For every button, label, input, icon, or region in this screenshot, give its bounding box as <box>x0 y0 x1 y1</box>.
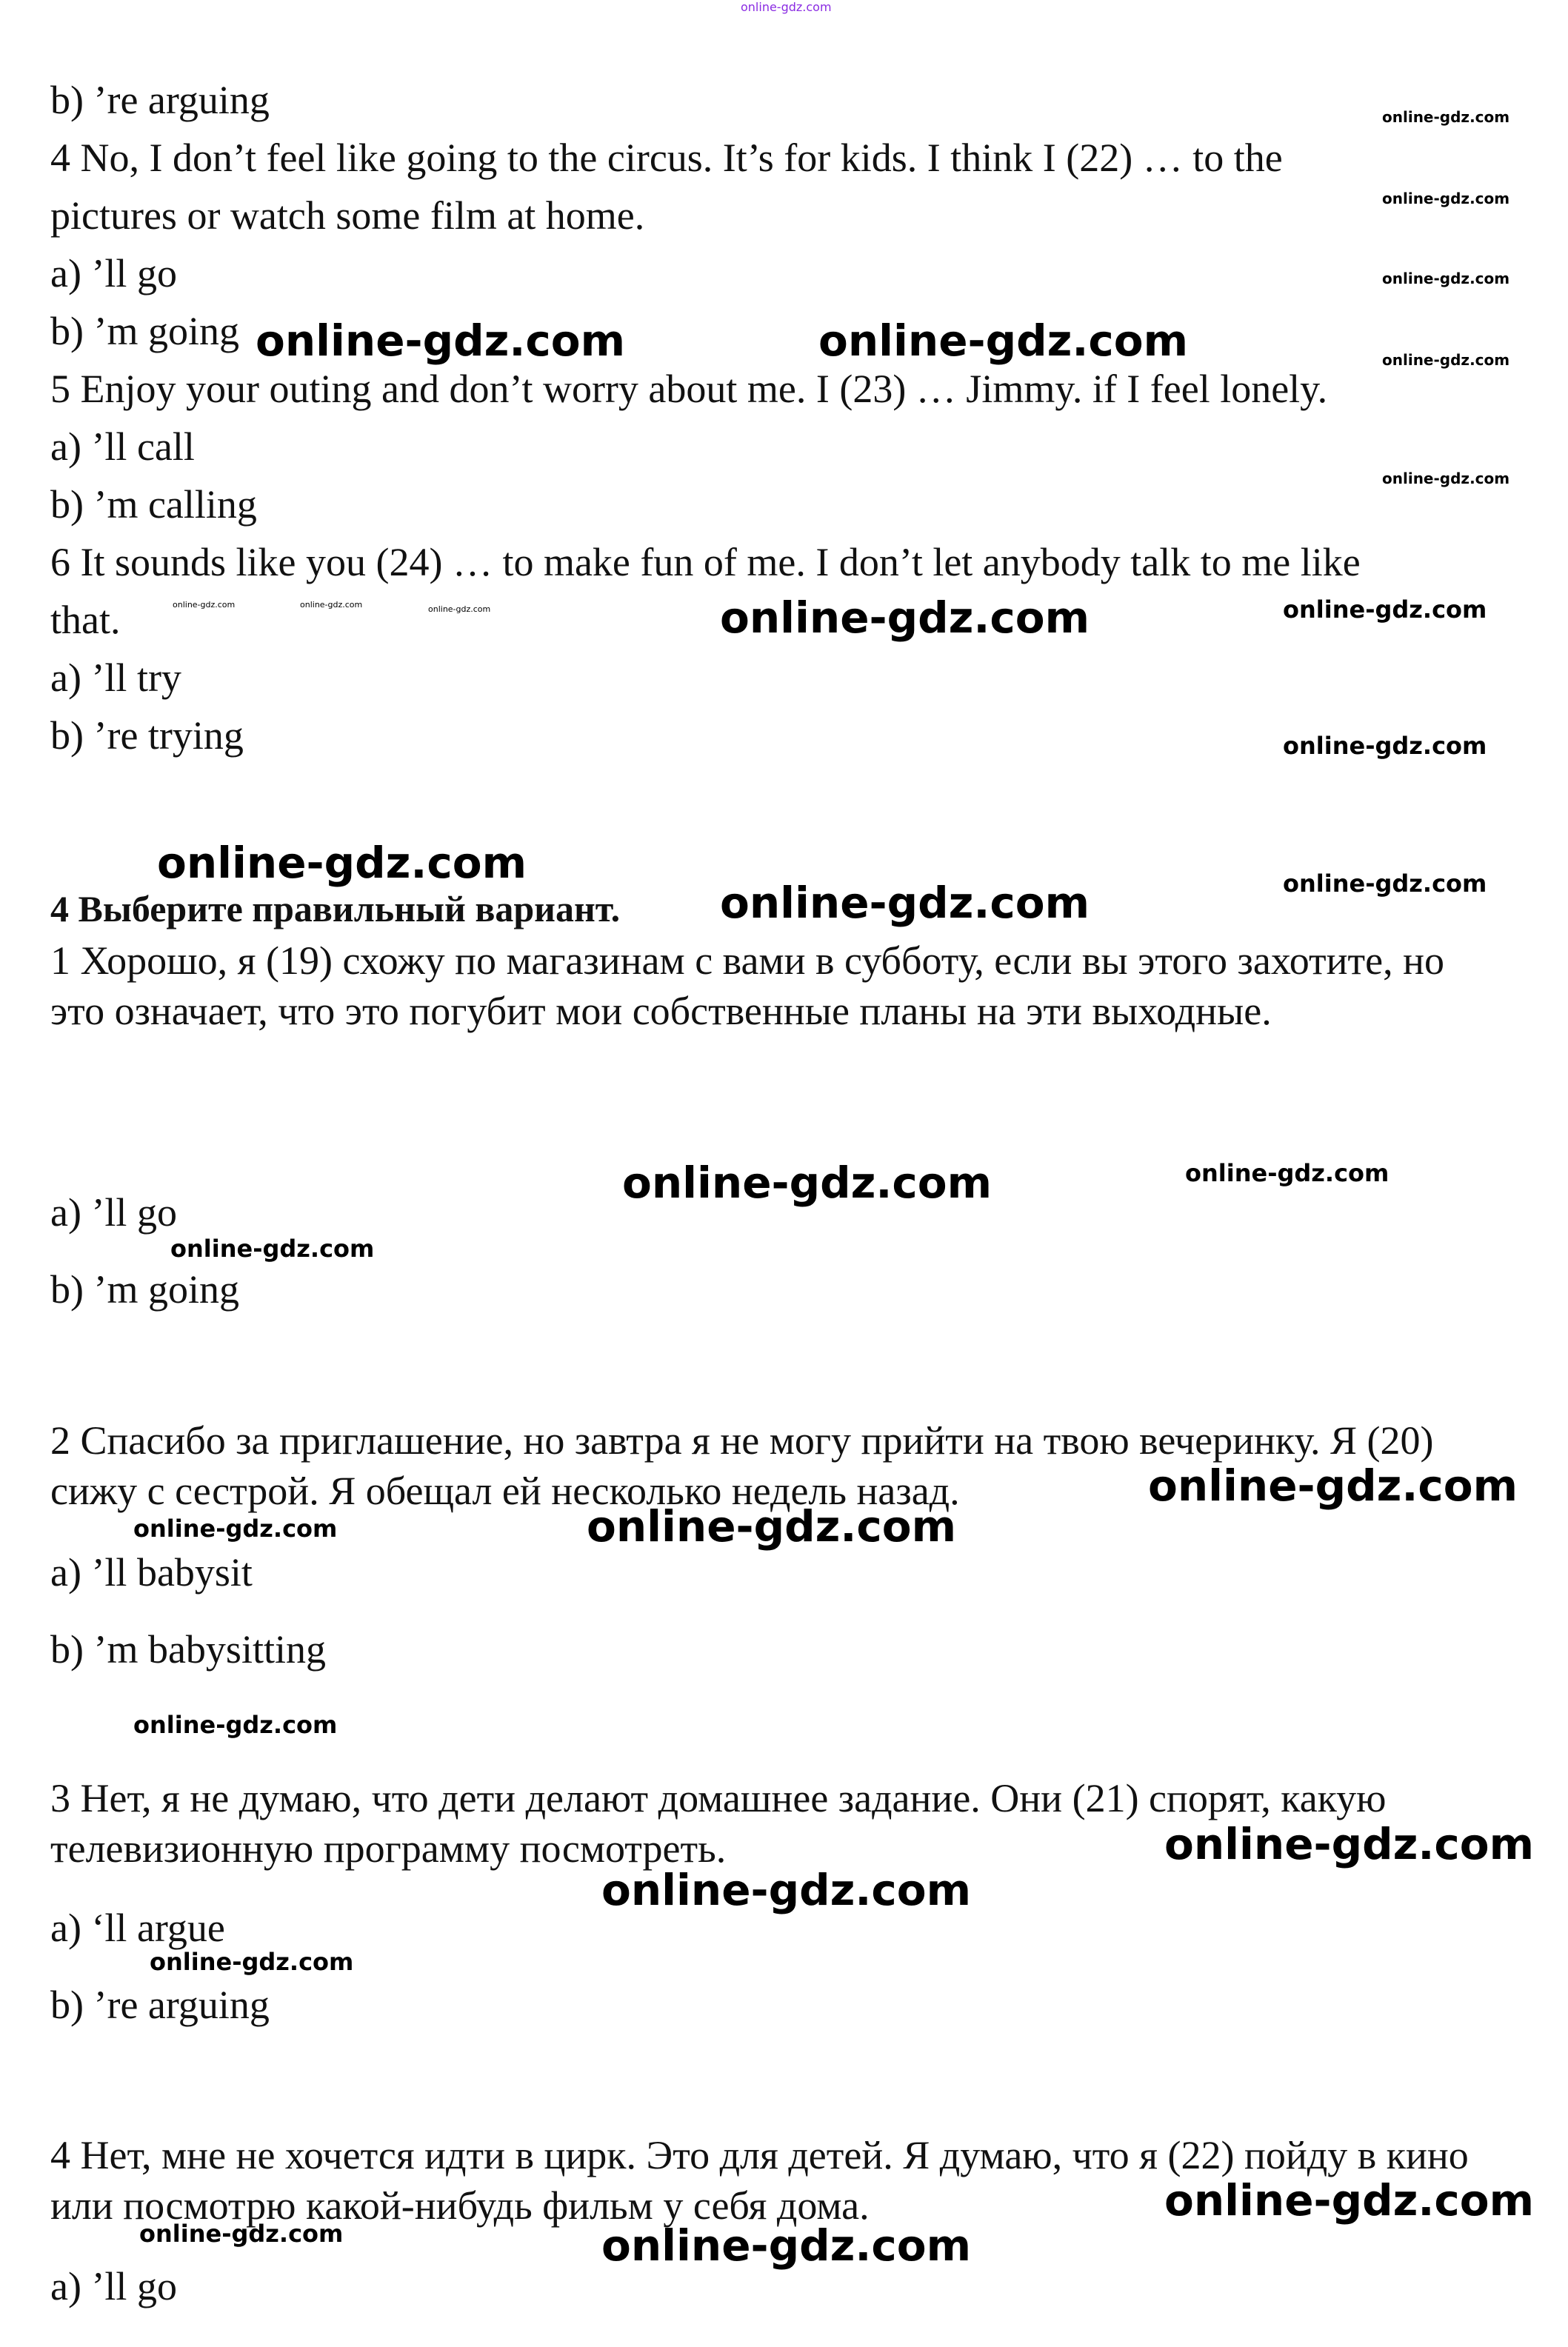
watermark-text: online-gdz.com <box>1283 869 1487 898</box>
watermark-text: online-gdz.com <box>133 1711 338 1739</box>
option-text: b) ’m babysitting <box>50 1627 326 1672</box>
option-text: b) ’re arguing <box>50 78 270 122</box>
watermark-text: online-gdz.com <box>133 1515 338 1543</box>
option-text: a) ’ll call <box>50 424 195 469</box>
watermark-text: online-gdz.com <box>720 592 1090 643</box>
header-watermark: online-gdz.com <box>741 0 832 14</box>
watermark-text: online-gdz.com <box>300 600 363 610</box>
option-text: b) ’re arguing <box>50 1983 270 2027</box>
watermark-text: online-gdz.com <box>1382 108 1510 126</box>
watermark-text: online-gdz.com <box>1382 270 1510 287</box>
watermark-text: online-gdz.com <box>170 1235 375 1263</box>
watermark-text: online-gdz.com <box>256 316 626 366</box>
watermark-text: online-gdz.com <box>173 600 236 610</box>
watermark-text: online-gdz.com <box>428 604 491 614</box>
option-text: a) ’ll go <box>50 1190 177 1235</box>
watermark-text: online-gdz.com <box>587 1501 957 1552</box>
watermark-text: online-gdz.com <box>1382 190 1510 207</box>
question-text: 2 Спасибо за приглашение, но завтра я не могу прийти на твою вечеринку. Я (20) сижу с сестрой. Я обещал ей несколько недель назад. <box>50 1418 1434 1513</box>
watermark-text: online-gdz.com <box>818 316 1189 366</box>
question-text: 6 It sounds like you (24) … to make fun of me. I don’t let anybody talk to me like <box>50 540 1361 584</box>
question-text: 1 Хорошо, я (19) схожу по магазинам с вами в субботу, если вы этого захотите, но это означает, что это погубит мои собственные планы на эти выходные. <box>50 938 1445 1033</box>
watermark-text: online-gdz.com <box>1164 2175 1535 2226</box>
question-text: 4 Нет, мне не хочется идти в цирк. Это для детей. Я думаю, что я (22) пойду в кино или посмотрю какой-нибудь фильм у себя дома. <box>50 2133 1469 2228</box>
watermark-text: online-gdz.com <box>720 878 1090 928</box>
option-text: b) ’m going <box>50 1267 239 1312</box>
option-text: a) ’ll go <box>50 251 177 296</box>
question-text: pictures or watch some film at home. <box>50 193 645 238</box>
option-text: a) ’ll try <box>50 655 181 700</box>
watermark-text: online-gdz.com <box>139 2220 344 2248</box>
question-text: 5 Enjoy your outing and don’t worry about me. I (23) … Jimmy. if I feel lonely. <box>50 367 1328 411</box>
watermark-text: online-gdz.com <box>1283 595 1487 624</box>
option-text: b) ’re trying <box>50 713 244 758</box>
watermark-text: online-gdz.com <box>1382 470 1510 487</box>
watermark-text: online-gdz.com <box>1283 732 1487 760</box>
watermark-text: online-gdz.com <box>1185 1159 1389 1187</box>
watermark-text: online-gdz.com <box>601 1865 972 1915</box>
watermark-text: online-gdz.com <box>1164 1819 1535 1869</box>
question-text: 4 No, I don’t feel like going to the circus. It’s for kids. I think I (22) … to the <box>50 136 1283 180</box>
watermark-text: online-gdz.com <box>150 1948 354 1976</box>
option-text: b) ’m calling <box>50 482 257 527</box>
watermark-text: online-gdz.com <box>1382 351 1510 369</box>
option-text: a) ‘ll argue <box>50 1906 225 1950</box>
watermark-text: online-gdz.com <box>157 838 527 888</box>
option-text: b) ’m going <box>50 309 239 353</box>
section-heading: 4 Выберите правильный вариант. <box>50 888 621 929</box>
watermark-text: online-gdz.com <box>601 2220 972 2271</box>
watermark-text: online-gdz.com <box>622 1158 992 1208</box>
option-text: a) ’ll go <box>50 2264 177 2308</box>
question-text: 3 Нет, я не думаю, что дети делают домашнее задание. Они (21) спорят, какую телевизионную программу посмотреть. <box>50 1776 1387 1871</box>
question-text: that. <box>50 598 121 642</box>
option-text: a) ’ll babysit <box>50 1550 253 1595</box>
watermark-text: online-gdz.com <box>1148 1460 1518 1511</box>
